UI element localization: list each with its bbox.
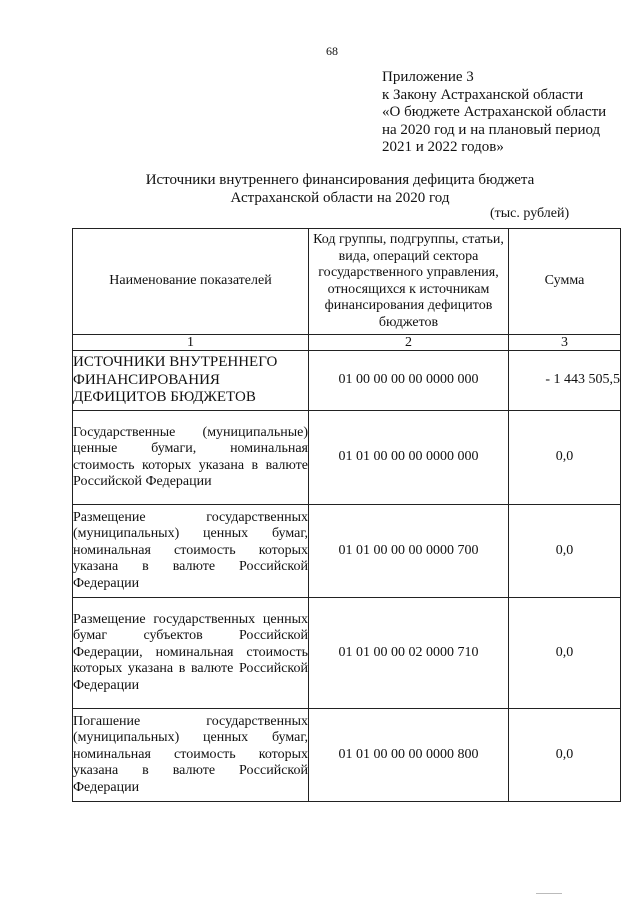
table-row xyxy=(73,351,621,411)
financing-sources-table xyxy=(72,228,621,802)
row-code: 01 01 00 00 00 0000 000 xyxy=(309,411,509,505)
header-name: Наименование показателей xyxy=(73,229,309,335)
appendix-note xyxy=(382,69,606,157)
row-sum: 0,0 xyxy=(509,598,621,709)
row-sum: 0,0 xyxy=(509,411,621,505)
page-number: 68 xyxy=(326,44,338,58)
row-name: Погашение государственных (муниципальных) ценных бумаг, номинальная стоимость которых указана в валюте Российской Федерации xyxy=(73,709,309,802)
table-row xyxy=(73,411,621,505)
appendix-line: 2021 и 2022 годов» xyxy=(382,139,504,155)
row-name: Размещение государственных (муниципальных) ценных бумаг, номинальная стоимость которых указана в валюте Российской Федерации xyxy=(73,505,309,598)
row-sum: 0,0 xyxy=(509,709,621,802)
row-code: 01 01 00 00 00 0000 800 xyxy=(309,709,509,802)
document-title xyxy=(60,172,620,207)
appendix-line: «О бюджете Астраханской области xyxy=(382,104,607,120)
row-sum: 0,0 xyxy=(509,505,621,598)
row-name: ИСТОЧНИКИ ВНУТРЕННЕГО ФИНАНСИРОВАНИЯ ДЕФИЦИТОВ БЮДЖЕТОВ xyxy=(73,351,309,411)
header-code: Код группы, подгруппы, статьи, вида, операций сектора государственного управления, относящихся к источникам финансирования дефицитов бюджетов xyxy=(309,229,509,335)
units-label: (тыс. рублей) xyxy=(490,206,570,221)
row-code: 01 01 00 00 02 0000 710 xyxy=(309,598,509,709)
row-code: 01 00 00 00 00 0000 000 xyxy=(309,351,509,411)
table-row xyxy=(73,709,621,802)
column-number-row xyxy=(73,335,621,351)
appendix-line: к Закону Астраханской области xyxy=(382,86,584,103)
row-name: Размещение государственных ценных бумаг субъектов Российской Федерации, номинальная стоимость которых указана в валюте Российской Федерации xyxy=(73,598,309,709)
appendix-line: Приложение 3 xyxy=(382,69,474,85)
row-sum: - 1 443 505,5 xyxy=(509,351,621,411)
row-name: Государственные (муниципальные) ценные бумаги, номинальная стоимость которых указана в валюте Российской Федерации xyxy=(73,411,309,505)
scan-mark xyxy=(536,893,562,894)
appendix-line: на 2020 год и на плановый период xyxy=(382,121,601,138)
header-sum: Сумма xyxy=(509,229,621,335)
title-line: Астраханской области на 2020 год xyxy=(230,189,450,206)
column-number: 2 xyxy=(309,335,509,351)
column-number: 1 xyxy=(73,335,309,351)
title-line: Источники внутреннего финансирования дефицита бюджета xyxy=(145,172,535,188)
table-row xyxy=(73,598,621,709)
table-header-row xyxy=(73,229,621,335)
table-row xyxy=(73,505,621,598)
row-code: 01 01 00 00 00 0000 700 xyxy=(309,505,509,598)
column-number: 3 xyxy=(509,335,621,351)
